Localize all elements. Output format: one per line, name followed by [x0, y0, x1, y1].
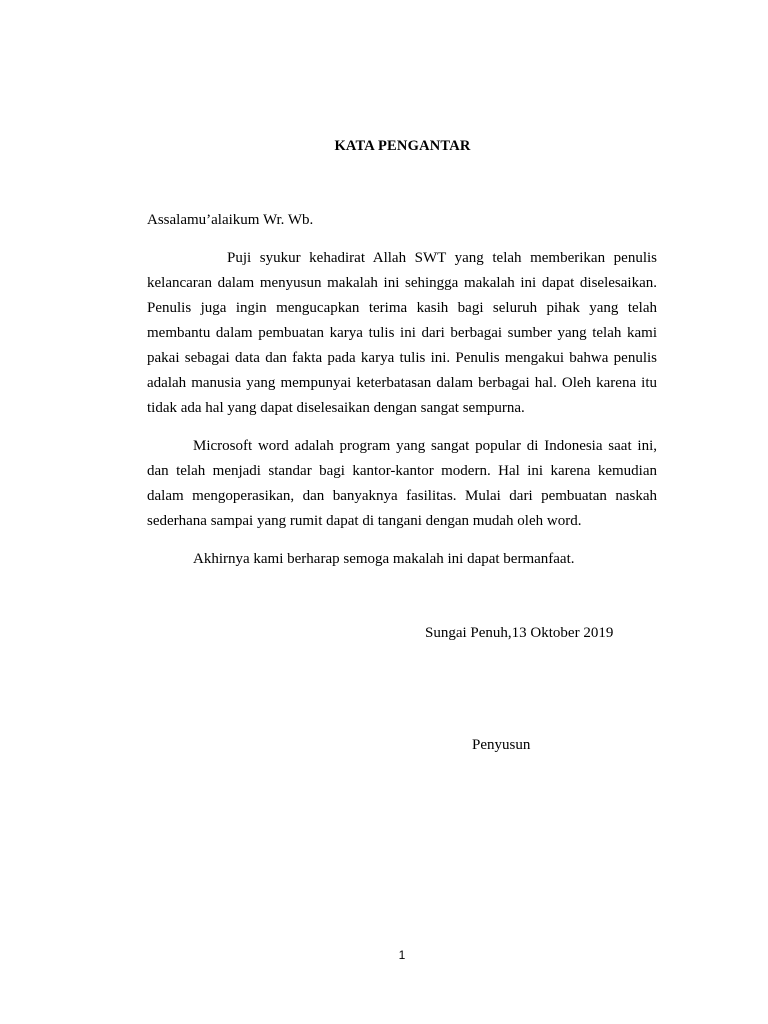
place-date: Sungai Penuh,13 Oktober 2019 [425, 625, 614, 641]
document-title: KATA PENGANTAR [334, 138, 471, 154]
page-number: 1 [398, 948, 406, 962]
greeting: Assalamu’alaikum Wr. Wb. [147, 212, 314, 228]
paragraph-closing: Akhirnya kami berharap semoga makalah ini dapat bermanfaat. [193, 551, 575, 567]
paragraph-gratitude: Puji syukur kehadirat Allah SWT yang telah memberikan penulis kelancaran dalam menyusun makalah ini sehingga makalah ini dapat diselesaikan. Penulis juga ingin mengucapkan terima kasih bagi seluruh pihak yang telah membantu dalam pembuatan karya tulis ini dari berbagai sumber yang telah kami pakai sebagai data dan fakta pada karya tulis ini. Penulis mengakui bahwa penulis adalah manusia yang mempunyai keterbatasan dalam berbagai hal. Oleh karena itu tidak ada hal yang dapat diselesaikan dengan sangat sempurna. [147, 250, 657, 416]
paragraph-microsoft-word: Microsoft word adalah program yang sangat popular di Indonesia saat ini, dan telah menjadi standar bagi kantor-kantor modern. Hal ini karena kemudian dalam mengoperasikan, dan banyaknya fasilitas. Mulai dari pembuatan naskah sederhana sampai yang rumit dapat di tangani dengan mudah oleh word. [147, 438, 657, 529]
author-signature: Penyusun [472, 737, 531, 753]
